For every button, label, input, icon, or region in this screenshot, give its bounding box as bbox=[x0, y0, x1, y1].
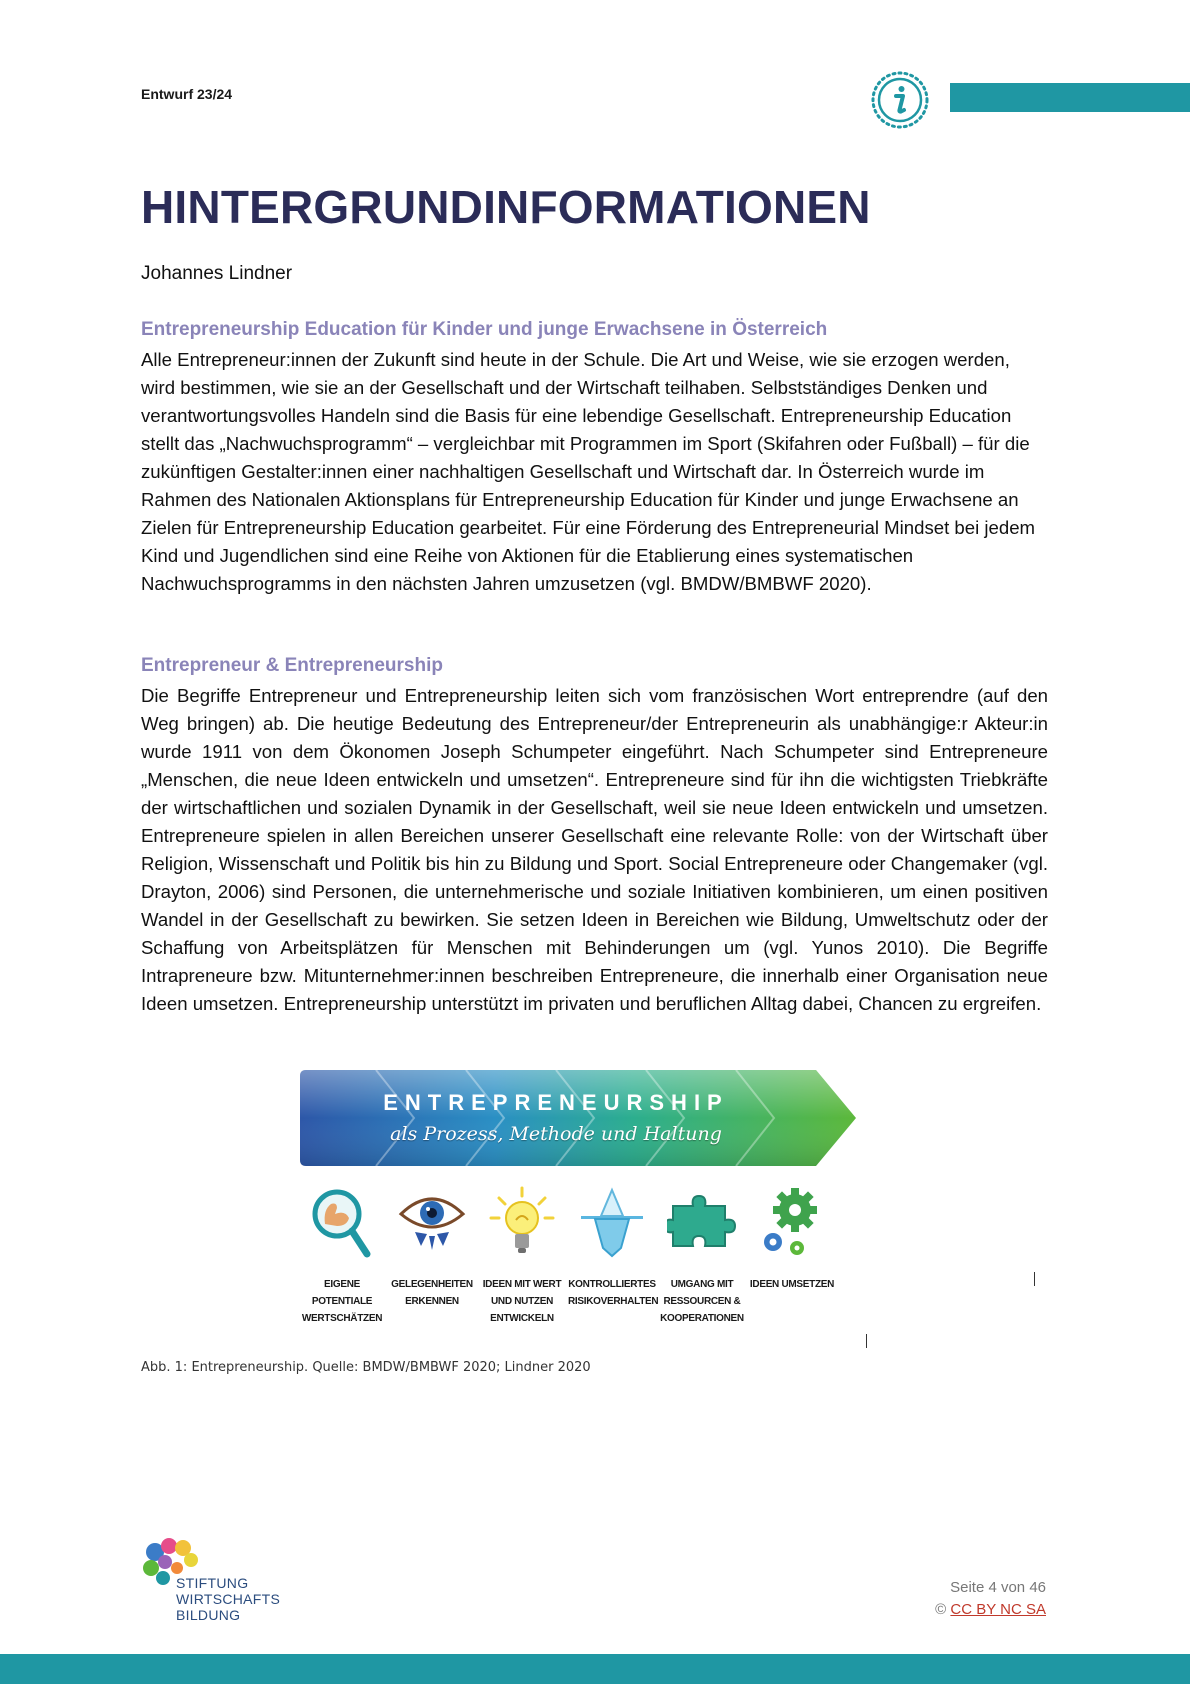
banner-title: ENTREPRENEURSHIP bbox=[383, 1090, 729, 1115]
eye-icon bbox=[397, 1186, 467, 1260]
entrepreneurship-figure bbox=[296, 1068, 858, 1330]
step-resources bbox=[658, 1186, 746, 1327]
section-heading: Entrepreneur & Entrepreneurship bbox=[141, 655, 443, 676]
draft-label: Entwurf 23/24 bbox=[141, 86, 233, 102]
step-label: UMGANG MIT RESSOURCEN & KOOPERATIONEN bbox=[660, 1279, 744, 1324]
info-icon bbox=[870, 70, 930, 130]
step-label: EIGENE POTENTIALE WERTSCHÄTZEN bbox=[301, 1279, 383, 1324]
figure-caption: Abb. 1: Entrepreneurship. Quelle: BMDW/BMBWF 2020; Lindner 2020 bbox=[141, 1360, 591, 1375]
step-implement bbox=[748, 1186, 836, 1293]
header-accent-bar bbox=[950, 83, 1190, 112]
banner-subtitle: als Prozess, Methode und Haltung bbox=[390, 1123, 722, 1145]
gears-icon bbox=[757, 1186, 827, 1260]
process-steps bbox=[296, 1186, 858, 1336]
page-title: HINTERGRUNDINFORMATIONEN bbox=[141, 181, 871, 233]
step-ideas bbox=[478, 1186, 566, 1327]
section-body: Alle Entrepreneur:innen der Zukunft sind heute in der Schule. Die Art und Weise, wie sie erzogen werden, wird bestimmen, wie sie an der Gesellschaft und der Wirtschaft teilhaben. Selbstständiges Denken und verantwortungsvolles Handeln sind die Basis für eine lebendige Gesellschaft. Entrepreneurship Education stellt das „Nachwuchsprogramm“ – vergleichbar mit Programmen im Sport (Skifahren oder Fußball) – für die zukünftigen Gestalter:innen einer nachhaltigen Gesellschaft und Wirtschaft dar. In Österreich wurde im Rahmen des Nationalen Aktionsplans für Entrepreneurship Education für Kinder und junge Erwachsene an Zielen für Entrepreneurship Education gearbeitet. Für eine Förderung des Entrepreneurial Mindset bei jedem Kind und Jugendlichen sind eine Reihe von Aktionen für die Etablierung eines systematischen Nachwuchsprogramms in den nächsten Jahren umzusetzen (vgl. BMDW/BMBWF 2020). bbox=[141, 349, 1036, 594]
author: Johannes Lindner bbox=[141, 263, 293, 284]
step-risk bbox=[568, 1186, 659, 1310]
logo-text bbox=[176, 1575, 280, 1623]
magnifier-arm-icon bbox=[307, 1186, 377, 1260]
section-body: Die Begriffe Entrepreneur und Entrepreneurship leiten sich vom französischen Wort entreprendre (auf den Weg bringen) ab. Die heutige Bedeutung des Entrepreneur/der Entrepreneurin als unabhängige:r Akteur:in wurde 1911 von dem Ökonomen Joseph Schumpeter eingeführt. Nach Schumpeter sind Entrepreneure „Menschen, die neue Ideen entwickeln und umsetzen“. Entrepreneure sind für ihn die wichtigsten Triebkräfte der wirtschaftlichen und sozialen Dynamik in der Gesellschaft, weil sie neue Ideen entwickeln und umsetzen. Entrepreneure spielen in allen Bereichen unserer Gesellschaft eine relevante Rolle: von der Wirtschaft über Religion, Wissenschaft und Politik bis hin zu Bildung und Sport. Social Entrepreneure oder Changemaker (vgl. Drayton, 2006) sind Personen, die unternehmerische und soziale Initiativen kombinieren, um einen positiven Wandel in der Gesellschaft zu bewirken. Sie setzen Ideen in Bereichen wie Bildung, Umweltschutz oder der Schaffung von Arbeitsplätzen für Menschen mit Behinderungen um (vgl. Yunos 2010). Die Begriffe Intrapreneure bzw. Mitunternehmer:innen beschreiben Entrepreneure, die innerhalb einer Organisation neue Ideen umsetzen. Entrepreneurship unterstützt im privaten und beruflichen Alltag dabei, Chancen zu ergreifen. bbox=[141, 685, 1048, 1014]
logo-line: WIRTSCHAFTS bbox=[176, 1591, 281, 1607]
step-opportunities bbox=[388, 1186, 476, 1310]
text-cursor-mark bbox=[1034, 1272, 1035, 1286]
copyright-symbol: © bbox=[935, 1601, 947, 1618]
iceberg-icon bbox=[577, 1186, 647, 1260]
lightbulb-icon bbox=[487, 1186, 557, 1260]
step-label: KONTROLLIERTES RISIKOVERHALTEN bbox=[568, 1279, 659, 1307]
step-label: IDEEN UMSETZEN bbox=[749, 1279, 835, 1290]
logo-line: BILDUNG bbox=[176, 1607, 241, 1623]
puzzle-icon bbox=[667, 1186, 737, 1260]
license-link[interactable]: CC BY NC SA bbox=[950, 1601, 1046, 1618]
logo-line: STIFTUNG bbox=[176, 1575, 249, 1591]
text-cursor-mark bbox=[866, 1334, 867, 1348]
step-potentials bbox=[298, 1186, 386, 1327]
step-label: GELEGENHEITEN ERKENNEN bbox=[391, 1279, 473, 1307]
section-entrepreneur bbox=[141, 652, 1048, 1018]
section-entrepreneurship-education bbox=[141, 316, 1048, 598]
footer-accent-bar bbox=[0, 1654, 1190, 1684]
license-line bbox=[935, 1601, 1046, 1618]
step-label: IDEEN MIT WERT UND NUTZEN ENTWICKELN bbox=[482, 1279, 562, 1324]
process-banner bbox=[296, 1068, 858, 1170]
section-heading: Entrepreneurship Education für Kinder und junge Erwachsene in Österreich bbox=[141, 319, 828, 340]
page-number: Seite 4 von 46 bbox=[950, 1579, 1046, 1596]
